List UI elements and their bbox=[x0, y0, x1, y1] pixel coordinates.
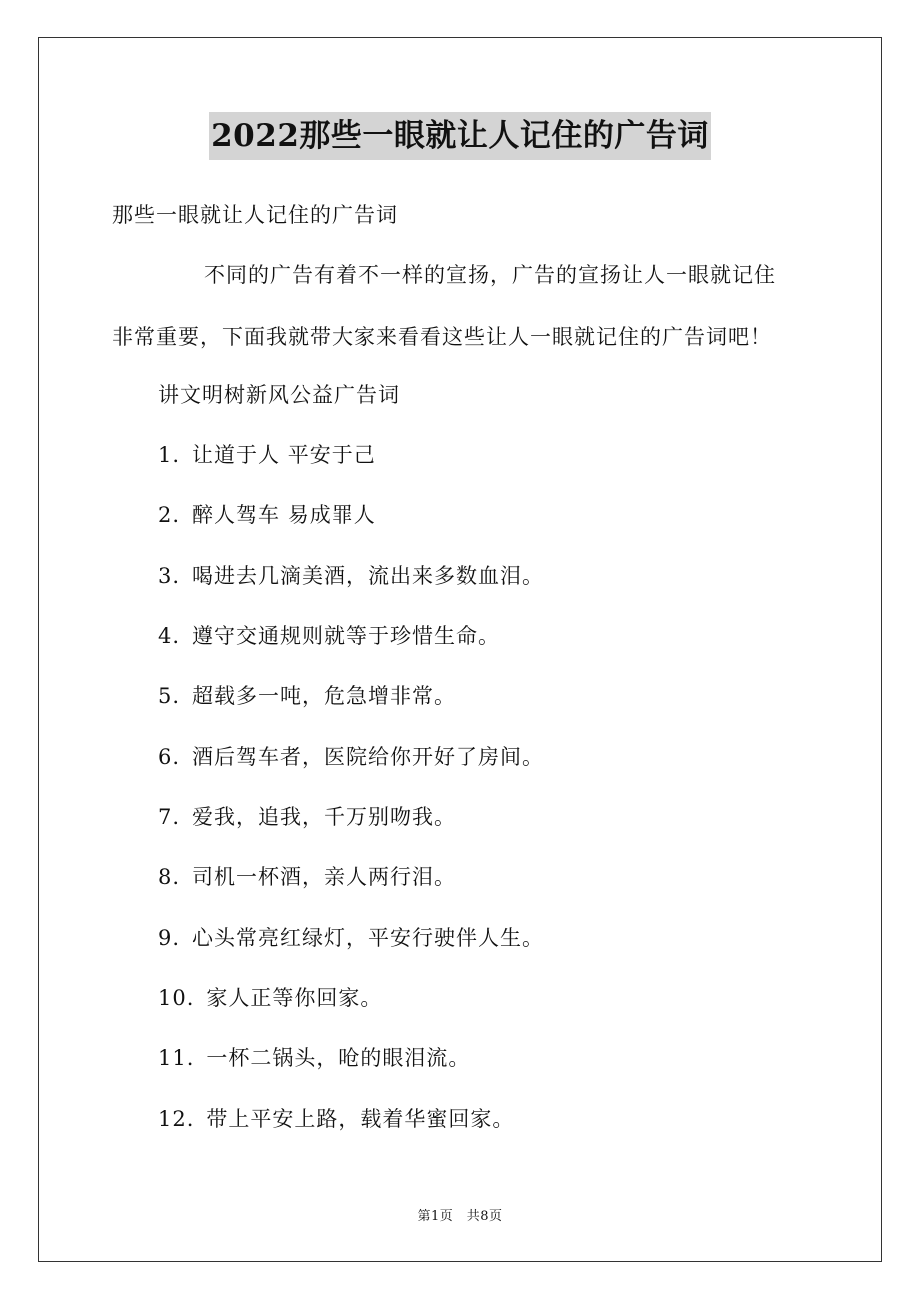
list-item-number: 4. bbox=[158, 624, 181, 648]
list-item-number: 1. bbox=[158, 443, 181, 467]
list-item bbox=[158, 1104, 514, 1134]
list-item-number: 9. bbox=[158, 926, 181, 950]
list-item bbox=[158, 1043, 470, 1073]
intro-paragraph-line-2: 非常重要，下面我就带大家来看看这些让人一眼就记住的广告词吧！ bbox=[112, 325, 772, 349]
list-item-number: 8. bbox=[158, 865, 181, 889]
list-item-text: 心头常亮红绿灯，平安行驶伴人生。 bbox=[192, 926, 545, 950]
list-item-text: 带上平安上路，载着华蜜回家。 bbox=[206, 1107, 515, 1131]
page-title: 2022那些一眼就让人记住的广告词 bbox=[209, 112, 711, 160]
list-item-number: 2. bbox=[158, 503, 181, 527]
list-item-text: 司机一杯酒，亲人两行泪。 bbox=[192, 865, 457, 889]
list-item-text: 一杯二锅头，呛的眼泪流。 bbox=[206, 1046, 471, 1070]
list-item-text: 酒后驾车者，医院给你开好了房间。 bbox=[192, 745, 545, 769]
list-item-text: 爱我，追我，千万别吻我。 bbox=[192, 805, 457, 829]
list-item-number: 11. bbox=[158, 1046, 195, 1070]
list-item bbox=[158, 923, 544, 953]
list-item bbox=[158, 983, 382, 1013]
intro-paragraph-line-1: 不同的广告有着不一样的宣扬，广告的宣扬让人一眼就记住 bbox=[204, 263, 776, 287]
list-item-text: 喝进去几滴美酒，流出来多数血泪。 bbox=[192, 564, 545, 588]
list-item-text: 遵守交通规则就等于珍惜生命。 bbox=[192, 624, 501, 648]
list-item-text: 让道于人 平安于己 bbox=[192, 443, 376, 467]
section-heading: 讲文明树新风公益广告词 bbox=[158, 383, 400, 407]
list-item-number: 7. bbox=[158, 805, 181, 829]
list-item bbox=[158, 561, 544, 591]
list-item-text: 醉人驾车 易成罪人 bbox=[192, 503, 376, 527]
list-item-number: 10. bbox=[158, 986, 195, 1010]
list-item bbox=[158, 500, 376, 530]
page-footer: 第1页 共8页 bbox=[417, 1209, 503, 1224]
title-wrap bbox=[0, 112, 920, 160]
list-item-number: 6. bbox=[158, 745, 181, 769]
list-item-text: 超载多一吨，危急增非常。 bbox=[192, 684, 457, 708]
list-item-text: 家人正等你回家。 bbox=[206, 986, 383, 1010]
list-item bbox=[158, 440, 376, 470]
list-item bbox=[158, 802, 456, 832]
list-item bbox=[158, 621, 500, 651]
list-item-number: 5. bbox=[158, 684, 181, 708]
subtitle: 那些一眼就让人记住的广告词 bbox=[112, 203, 398, 227]
list-item bbox=[158, 862, 456, 892]
list-item-number: 12. bbox=[158, 1107, 195, 1131]
list-item bbox=[158, 742, 544, 772]
list-item bbox=[158, 681, 456, 711]
list-item-number: 3. bbox=[158, 564, 181, 588]
